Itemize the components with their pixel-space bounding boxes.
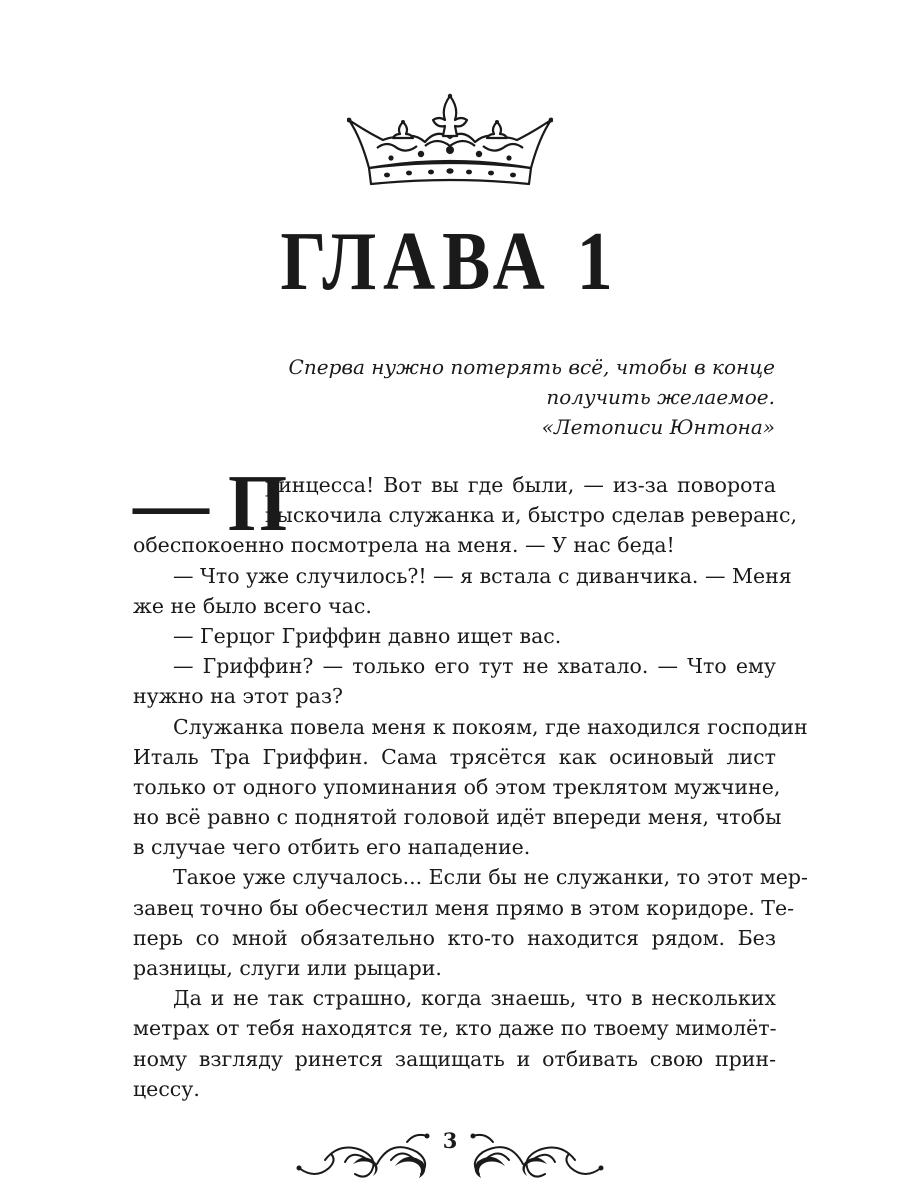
crown-icon	[347, 92, 553, 192]
epigraph	[255, 352, 775, 442]
text-line: выскочила служанка и, быстро сделав реверанс,	[265, 503, 797, 528]
flourish-right-icon	[465, 1122, 605, 1182]
page-number: 3	[442, 1128, 458, 1153]
text-line: перь со мной обязательно кто-то находится рядом. Без	[133, 925, 776, 950]
text-line: обеспокоенно посмотрела на меня. — У нас беда!	[133, 533, 675, 558]
chapter-title: ГЛАВА 1	[280, 215, 620, 308]
epigraph-line: Сперва нужно потерять всё, чтобы в конце	[288, 355, 775, 379]
text-line: ринцесса! Вот вы где были, — из-за поворота	[265, 473, 776, 497]
text-line: метрах от тебя находятся те, кто даже по твоему мимолёт-	[133, 1016, 777, 1041]
text-line: цессу.	[133, 1076, 200, 1101]
text-line: Такое уже случалось... Если бы не служанки, то этот мер-	[173, 865, 808, 890]
epigraph-line: получить желаемое.	[546, 385, 775, 409]
chapter-body	[133, 460, 808, 1104]
epigraph-source: «Летописи Юнтона»	[541, 415, 775, 439]
text-line: Да и не так страшно, когда знаешь, что в нескольких	[173, 986, 776, 1011]
text-line: ному взгляду ринется защищать и отбивать свою прин-	[133, 1046, 776, 1071]
text-line: Италь Тра Гриффин. Сама трясётся как осиновый лист	[133, 744, 776, 769]
text-line: — Гриффин? — только его тут не хватало. — Что ему	[173, 654, 776, 679]
drop-cap: — П	[133, 460, 288, 548]
text-line: Служанка повела меня к покоям, где находился господин	[173, 714, 808, 739]
text-line: — Герцог Гриффин давно ищет вас.	[173, 623, 562, 648]
text-line: же не было всего час.	[133, 593, 372, 618]
flourish-left-icon	[295, 1122, 435, 1182]
text-line: но всё равно с поднятой головой идёт впереди меня, чтобы	[133, 805, 782, 830]
text-line: — Что уже случилось?! — я встала с диванчика. — Меня	[173, 563, 792, 588]
text-line: в случае чего отбить его нападение.	[133, 835, 531, 860]
text-line: нужно на этот раз?	[133, 684, 344, 709]
text-line: разницы, слуги или рыцари.	[133, 956, 442, 980]
text-line: только от одного упоминания об этом треклятом мужчине,	[133, 774, 781, 799]
text-line: завец точно бы обесчестил меня прямо в этом коридоре. Те-	[133, 895, 795, 920]
page-footer	[0, 1122, 900, 1182]
